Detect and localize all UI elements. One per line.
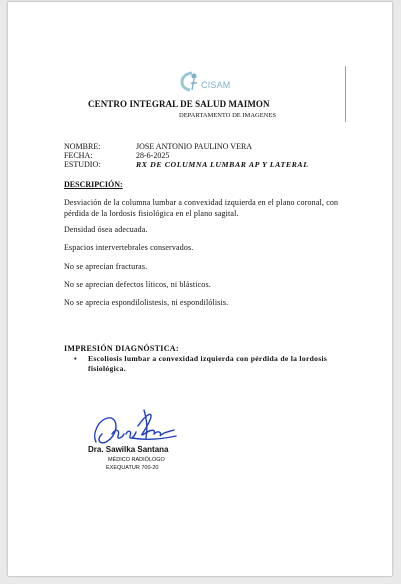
finding-paragraph: No se aprecian fracturas.	[64, 262, 148, 271]
date-label: FECHA:	[64, 151, 93, 160]
document-page	[8, 2, 392, 576]
patient-name: JOSE ANTONIO PAULINO VERA	[136, 142, 253, 151]
department-name: DEPARTAMENTO DE IMAGENES	[179, 112, 276, 119]
doctor-name: Dra. Sawilka Santana	[88, 445, 169, 454]
institution-name: CENTRO INTEGRAL DE SALUD MAIMON	[88, 99, 270, 109]
logo-text: CISAM	[201, 80, 231, 90]
doctor-exequatur: EXEQUATUR 700-20	[106, 465, 159, 471]
name-label: NOMBRE:	[64, 142, 101, 151]
margin-rule	[345, 66, 346, 122]
impression-heading: IMPRESIÓN DIAGNÓSTICA:	[64, 344, 179, 353]
handwritten-signature	[88, 404, 180, 448]
description-heading: DESCRIPCIÓN:	[64, 180, 123, 189]
finding-paragraph: Densidad ósea adecuada.	[64, 225, 148, 234]
doctor-title: MÉDICO RADIÓLOGO	[108, 457, 165, 463]
bullet-icon: •	[74, 354, 77, 363]
study-date: 28-6-2025	[136, 151, 170, 160]
finding-paragraph: No se aprecia espondilolistesis, ni espondilólisis.	[64, 298, 229, 307]
finding-paragraph: Espacios intervertebrales conservados.	[64, 243, 194, 252]
finding-paragraph: Desviación de la columna lumbar a convexidad izquierda en el plano coronal, con pérdida de la lordosis fisiológica en el plano sagital.	[64, 198, 339, 218]
finding-paragraph: No se aprecian defectos líticos, ni blásticos.	[64, 280, 211, 289]
study-label: ESTUDIO:	[64, 160, 101, 169]
impression-text: Escoliosis lumbar a convexidad izquierda con pérdida de la lordosis fisiológica.	[88, 354, 328, 373]
study-name: RX DE COLUMNA LUMBAR AP Y LATERAL	[136, 160, 309, 169]
